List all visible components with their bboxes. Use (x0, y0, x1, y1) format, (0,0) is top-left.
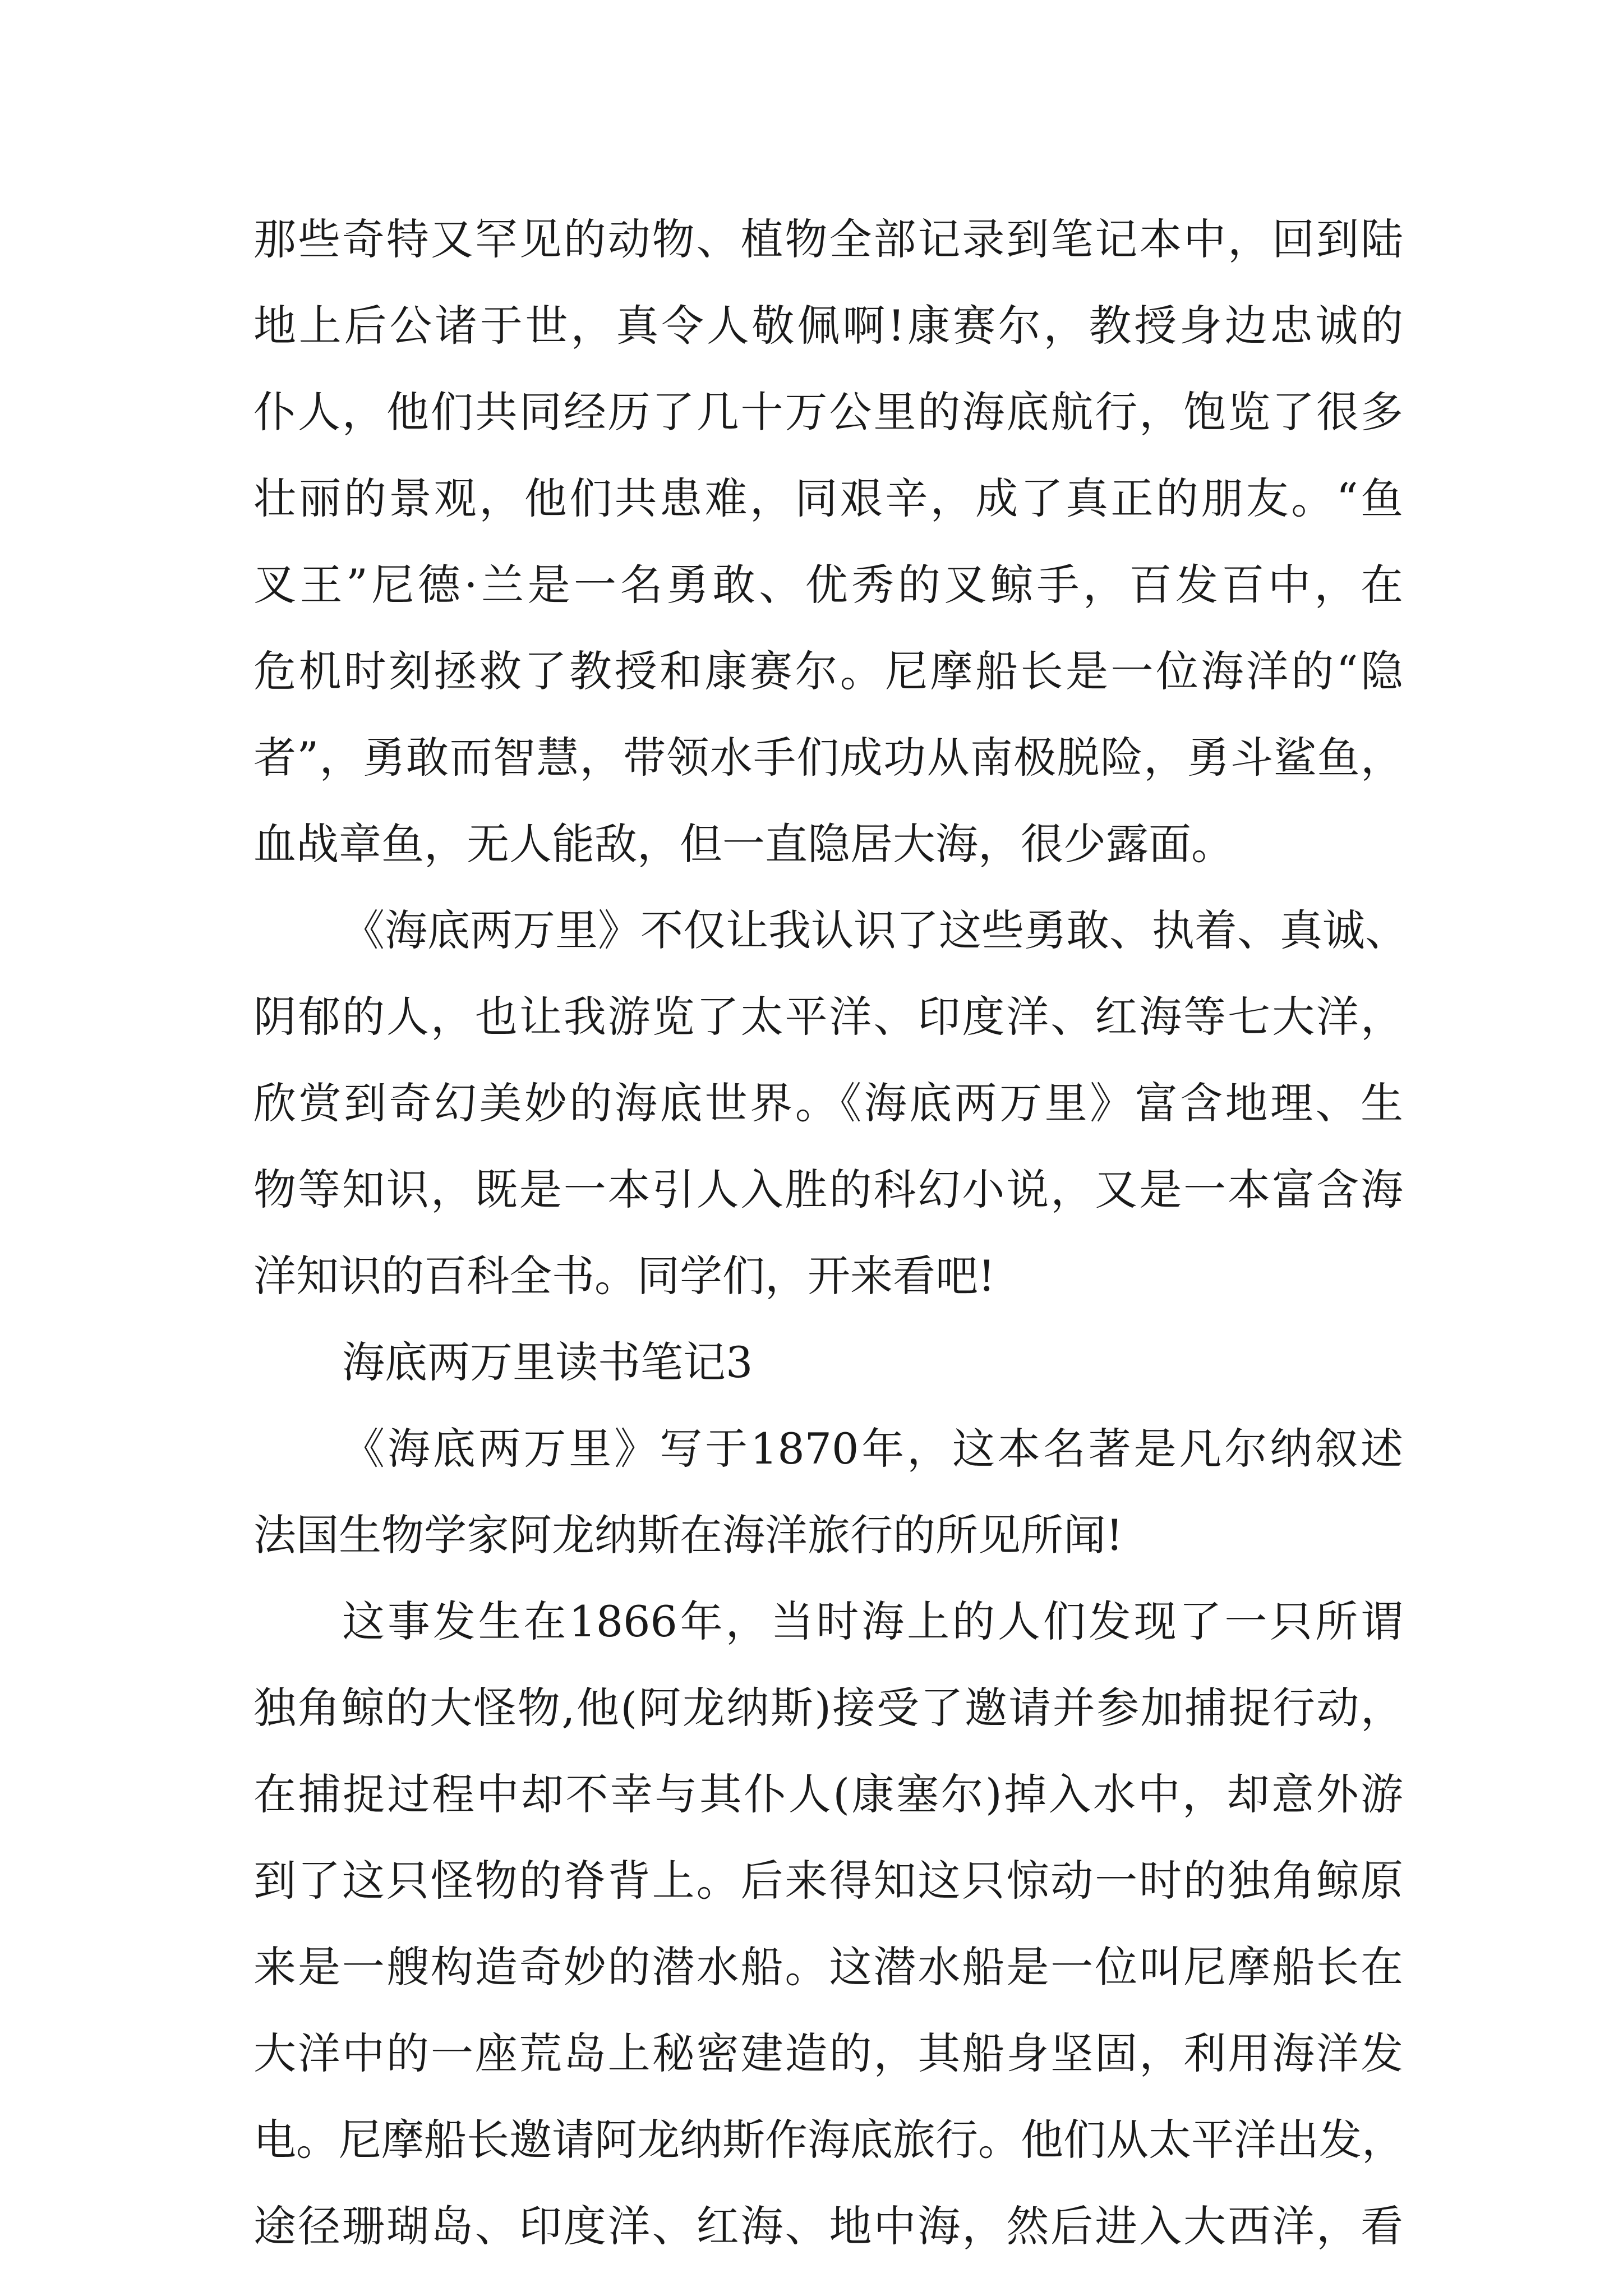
text-line: 途径珊瑚岛、印度洋、红海、地中海，然后进入大西洋，看 (253, 2201, 1403, 2251)
text-line: 在捕捉过程中却不幸与其仆人(康塞尔)掉入水中，却意外游 (253, 1769, 1403, 1819)
text-line: 叉王”尼德·兰是一名勇敢、优秀的叉鲸手，百发百中，在 (253, 560, 1403, 610)
text-line: 《海底两万里》写于1870年，这本名著是凡尔纳叙述 (342, 1424, 1403, 1474)
text-line: 那些奇特又罕见的动物、植物全部记录到笔记本中，回到陆 (253, 214, 1403, 264)
text-line: 来是一艘构造奇妙的潜水船。这潜水船是一位叫尼摩船长在 (253, 1942, 1403, 1992)
text-line: 这事发生在1866年，当时海上的人们发现了一只所谓 (342, 1596, 1403, 1646)
text-line: 危机时刻拯救了教授和康赛尔。尼摩船长是一位海洋的“隐 (253, 646, 1403, 696)
text-line: 大洋中的一座荒岛上秘密建造的，其船身坚固，利用海洋发 (253, 2028, 1403, 2078)
text-line: 地上后公诸于世，真令人敬佩啊!康赛尔，教授身边忠诚的 (253, 301, 1403, 351)
text-line: 仆人，他们共同经历了几十万公里的海底航行，饱览了很多 (253, 387, 1403, 437)
text-line: 到了这只怪物的脊背上。后来得知这只惊动一时的独角鲸原 (253, 1856, 1403, 1906)
text-line: 欣赏到奇幻美妙的海底世界。《海底两万里》富含地理、生 (253, 1078, 1403, 1128)
text-line: 独角鲸的大怪物,他(阿龙纳斯)接受了邀请并参加捕捉行动， (253, 1683, 1403, 1733)
text-line: 法国生物学家阿龙纳斯在海洋旅行的所见所闻! (253, 1510, 1123, 1560)
body-text (253, 196, 1408, 2270)
text-line: 洋知识的百科全书。同学们，开来看吧! (253, 1251, 995, 1301)
text-line: 者”，勇敢而智慧，带领水手们成功从南极脱险，勇斗鲨鱼， (253, 733, 1403, 783)
text-line: 物等知识，既是一本引人入胜的科幻小说，又是一本富含海 (253, 1165, 1403, 1214)
text-line: 电。尼摩船长邀请阿龙纳斯作海底旅行。他们从太平洋出发， (253, 2115, 1404, 2165)
text-line: 壮丽的景观，他们共患难，同艰辛，成了真正的朋友。“鱼 (253, 473, 1403, 523)
text-line: 阴郁的人，也让我游览了太平洋、印度洋、红海等七大洋， (253, 992, 1403, 1042)
text-line: 血战章鱼，无人能敌，但一直隐居大海，很少露面。 (253, 819, 1234, 869)
text-line: 《海底两万里》不仅让我认识了这些勇敢、执着、真诚、 (342, 905, 1408, 955)
section-heading: 海底两万里读书笔记3 (342, 1337, 753, 1387)
